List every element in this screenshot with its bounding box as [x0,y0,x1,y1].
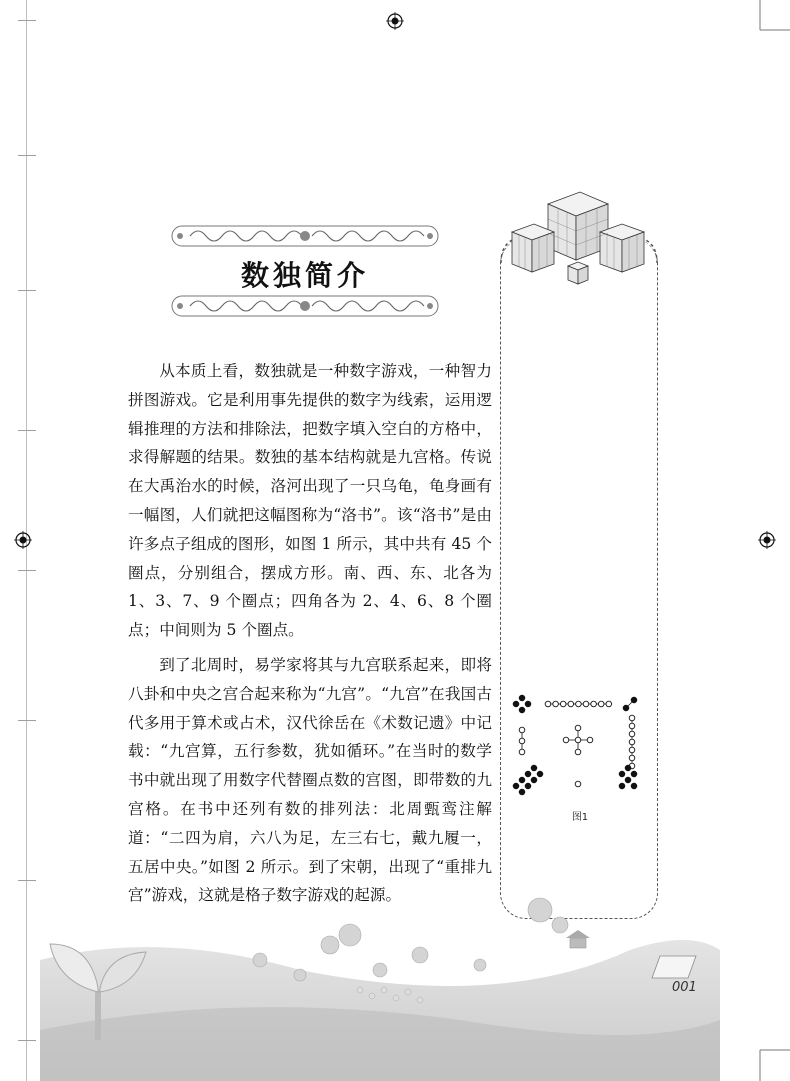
luoshu-dot-top [598,701,604,707]
luoshu-dot-center [587,737,593,743]
luoshu-dot-right [629,755,635,761]
luoshu-dot-top-left [519,707,525,713]
luoshu-dot-right [629,747,635,753]
luoshu-dot-top-left [525,701,531,707]
luoshu-dot-top-left [513,701,519,707]
luoshu-dot-left [519,738,525,744]
binding-tick [18,155,36,156]
registration-mark-icon [386,12,404,30]
luoshu-dot-bottom-right [625,777,631,783]
figure-caption: 图1 [571,812,589,823]
luoshu-dot-bottom-right [619,783,625,789]
luoshu-dot-bottom-right [631,783,637,789]
luoshu-dot-top-right [623,705,629,711]
luoshu-dot-left [519,749,525,755]
binding-tick [18,570,36,571]
luoshu-dot-top [568,701,574,707]
binding-tick [18,290,36,291]
luoshu-dot-right [629,723,635,729]
registration-mark-icon [14,531,32,549]
sudoku-cubes-icon [508,186,650,286]
binding-tick [18,720,36,721]
luoshu-dot-right [629,739,635,745]
luoshu-dot-bottom-left [531,777,537,783]
luoshu-dot-bottom-left [519,777,525,783]
luoshu-dot-center [575,749,581,755]
luoshu-dot-bottom-right [631,771,637,777]
luoshu-dot-top [583,701,589,707]
luoshu-dot-top [560,701,566,707]
ornament-border-icon [170,222,440,250]
luoshu-dot-center [575,725,581,731]
page-number: 001 [672,980,697,995]
luoshu-dot-center [563,737,569,743]
page-title: 数独简介 [240,259,369,292]
title-block [170,222,440,322]
luoshu-dot-bottom-right [619,771,625,777]
article-body [128,357,492,910]
luoshu-dot-top-right [631,697,637,703]
sprout-icon [40,930,160,1050]
luoshu-dot-left [519,727,525,733]
luoshu-dot-top [591,701,597,707]
luoshu-dot-top [545,701,551,707]
luoshu-dot-top [576,701,582,707]
luoshu-dot-bottom-left [519,789,525,795]
luoshu-dot-bottom-left [513,783,519,789]
luoshu-dot-bottom-left [531,765,537,771]
luoshu-dot-bottom-left [525,771,531,777]
registration-mark-icon [758,531,776,549]
luoshu-dot-top-left [519,695,525,701]
binding-tick [18,20,36,21]
paragraph: 到了北周时，易学家将其与九宫联系起来，即将八卦和中央之宫合起来称为“九宫”。“九宫”在我国古代多用于算术或占术，汉代徐岳在《术数记遗》中记载：“九宫算，五行参数，犹如循环。”在当时的数学书中就出现了用数字代替圈点数的宫图，即带数的九宫格。在书中还列有数的排列法：北周甄鸾注解道：“二四为肩，六八为足，左三右七，戴九履一，五居中央。”如图 2 所示。到了宋朝，出现了“重排九宫”游戏，这就是格子数字游戏的起源。 [128,655,492,905]
binding-tick [18,430,36,431]
luoshu-dot-top [553,701,559,707]
luoshu-dot-top [606,701,612,707]
ornament-border-icon [170,292,440,320]
luoshu-dot-bottom-right [625,765,631,771]
paragraph: 从本质上看，数独就是一种数字游戏，一种智力拼图游戏。它是利用事先提供的数字为线索，运用逻辑推理的方法和排除法，把数字填入空白的方格中，求得解题的结果。数独的基本结构就是九宫格。传说在大禹治水的时候，洛河出现了一只乌龟，龟身画有一幅图，人们就把这幅图称为“洛书”。该“洛书”是由许多点子组成的图形，如图 1 所示，其中共有 45 个圈点，分别组合，摆成方形。南、西、东、北各为 1、3、7、9 个圈点；四角各为 2、4、6、8 个圈点；中间则为 5 个圈点。 [128,362,492,640]
luoshu-dot-bottom-left [525,783,531,789]
luoshu-dot-bottom-left [537,771,543,777]
luoshu-dot-bottom [575,781,581,787]
luoshu-figure [510,688,650,808]
luoshu-dot-right [629,715,635,721]
luoshu-dot-right [629,731,635,737]
luoshu-dot-center [575,737,581,743]
